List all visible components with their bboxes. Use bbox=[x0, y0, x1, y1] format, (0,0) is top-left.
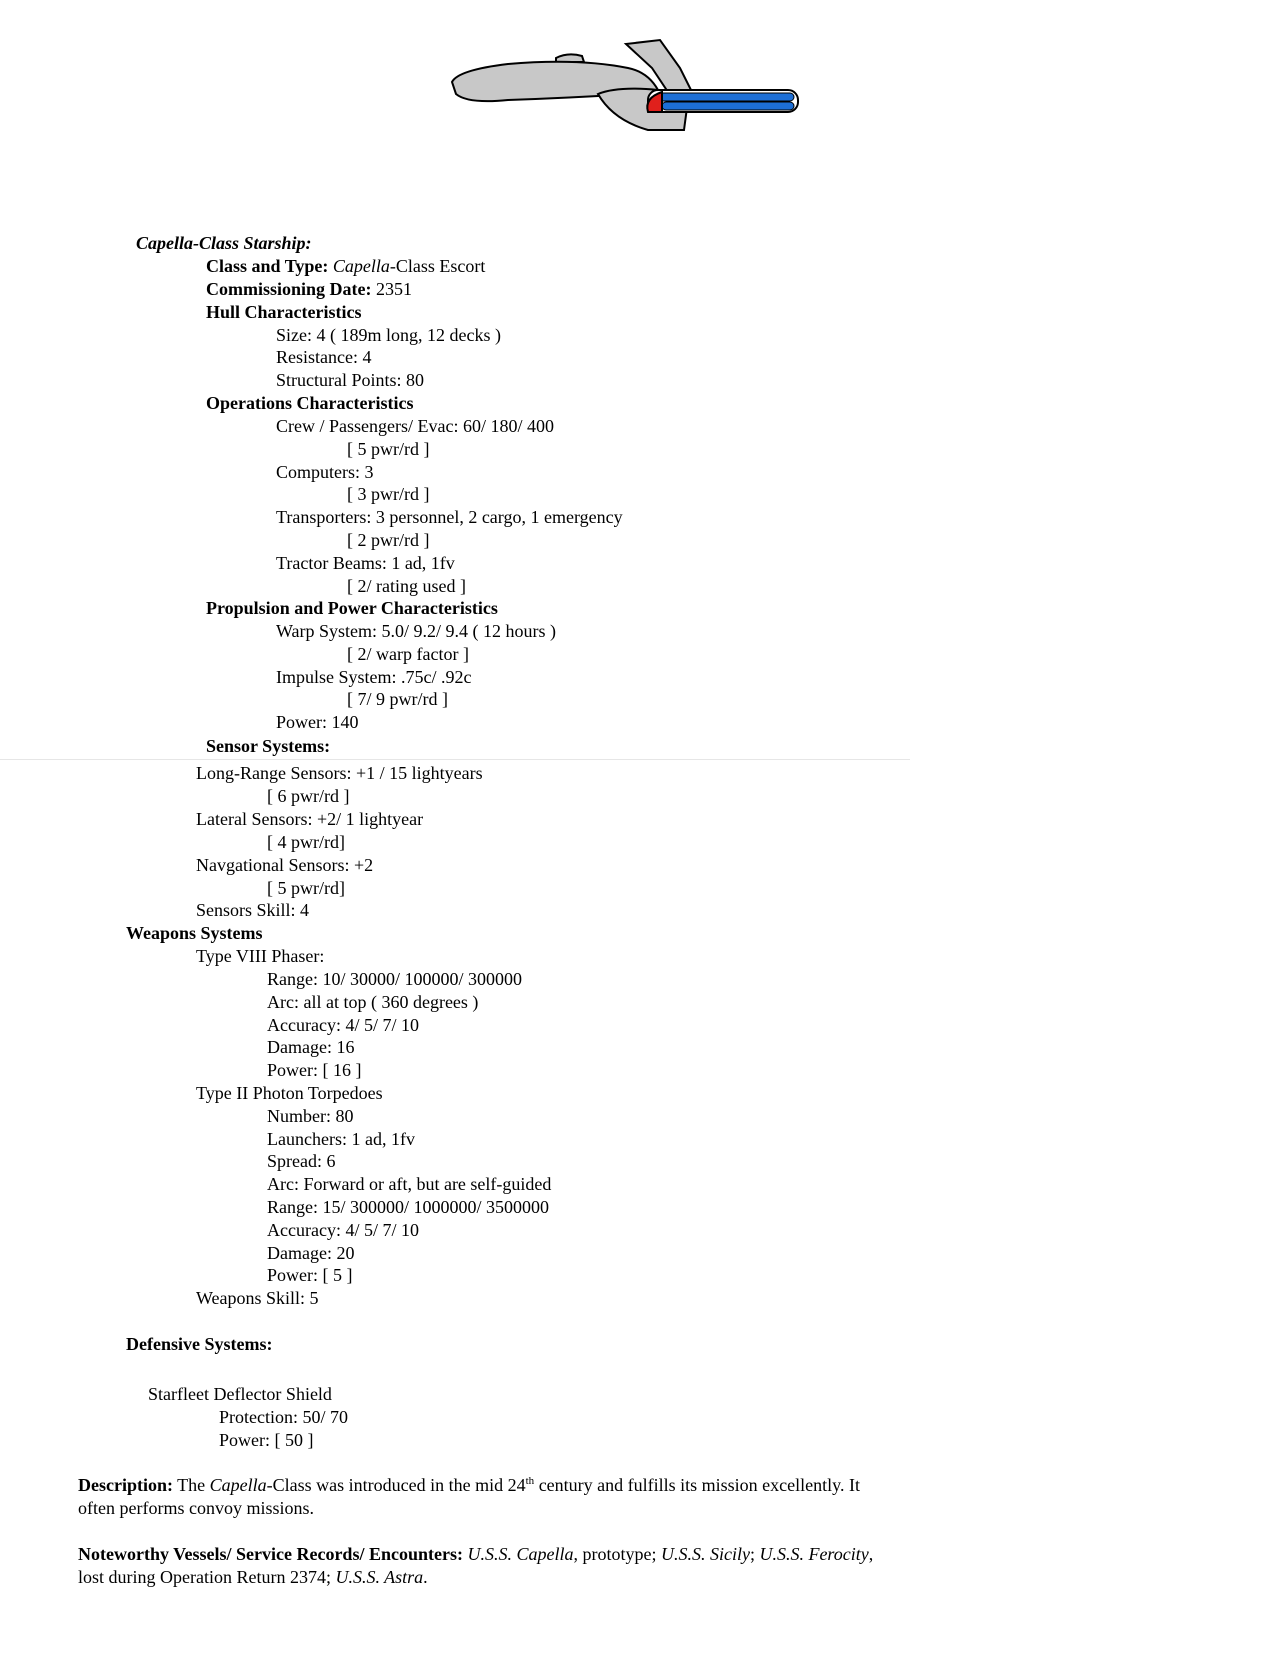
shield-protection: Protection: 50/ 70 bbox=[219, 1407, 348, 1427]
commissioning-value: 2351 bbox=[371, 279, 412, 299]
noteworthy-paragraph bbox=[78, 1543, 878, 1589]
torpedo-launchers: Launchers: 1 ad, 1fv bbox=[267, 1129, 415, 1149]
phaser-damage: Damage: 16 bbox=[267, 1037, 355, 1057]
hull-resistance: Resistance: 4 bbox=[276, 347, 372, 367]
defensive-heading: Defensive Systems: bbox=[126, 1334, 273, 1354]
sensor-lateral-power: [ 4 pwr/rd] bbox=[267, 832, 345, 852]
hull-size: Size: 4 ( 189m long, 12 decks ) bbox=[276, 325, 501, 345]
noteworthy-label: Noteworthy Vessels/ Service Records/ Encounters: bbox=[78, 1544, 463, 1564]
operations-heading: Operations Characteristics bbox=[206, 393, 414, 413]
description-text-3: century and fulfills its mission excellently. It often performs convoy missions. bbox=[78, 1475, 860, 1518]
ship-astra: U.S.S. Astra bbox=[335, 1567, 424, 1587]
page-break-divider bbox=[0, 759, 910, 760]
prop-power: Power: 140 bbox=[276, 712, 359, 732]
phaser-arc: Arc: all at top ( 360 degrees ) bbox=[267, 992, 479, 1012]
torpedo-spread: Spread: 6 bbox=[267, 1151, 336, 1171]
torpedo-name: Type II Photon Torpedoes bbox=[196, 1083, 383, 1103]
hull-structural: Structural Points: 80 bbox=[276, 370, 424, 390]
ops-tractor: Tractor Beams: 1 ad, 1fv bbox=[276, 553, 455, 573]
prop-warp-power: [ 2/ warp factor ] bbox=[347, 644, 469, 664]
noteworthy-text-4: . bbox=[423, 1567, 428, 1587]
shield-power: Power: [ 50 ] bbox=[219, 1430, 314, 1450]
class-name: Capella bbox=[332, 256, 390, 276]
ship-sicily: U.S.S. Sicily bbox=[660, 1544, 750, 1564]
propulsion-heading: Propulsion and Power Characteristics bbox=[206, 598, 498, 618]
description-paragraph bbox=[78, 1474, 878, 1520]
commissioning-line bbox=[206, 278, 412, 300]
commissioning-label: Commissioning Date: bbox=[206, 279, 372, 299]
ops-tractor-power: [ 2/ rating used ] bbox=[347, 576, 466, 596]
description-text-2: -Class was introduced in the mid 24 bbox=[266, 1475, 526, 1495]
sensors-heading: Sensor Systems: bbox=[206, 736, 331, 756]
ops-computers: Computers: 3 bbox=[276, 462, 374, 482]
ship-title: Capella-Class Starship: bbox=[136, 233, 312, 253]
noteworthy-text-1: , prototype; bbox=[573, 1544, 661, 1564]
sensor-nav: Navgational Sensors: +2 bbox=[196, 855, 374, 875]
torpedo-arc: Arc: Forward or aft, but are self-guided bbox=[267, 1174, 552, 1194]
sensor-long-range: Long-Range Sensors: +1 / 15 lightyears bbox=[196, 763, 483, 783]
weapons-skill: Weapons Skill: 5 bbox=[196, 1288, 319, 1308]
noteworthy-text-3: , lost during Operation Return 2374; bbox=[78, 1544, 874, 1587]
ops-transporters: Transporters: 3 personnel, 2 cargo, 1 emergency bbox=[276, 507, 623, 527]
shield-name: Starfleet Deflector Shield bbox=[148, 1384, 332, 1404]
phaser-accuracy: Accuracy: 4/ 5/ 7/ 10 bbox=[267, 1015, 419, 1035]
prop-impulse-power: [ 7/ 9 pwr/rd ] bbox=[347, 689, 448, 709]
torpedo-range: Range: 15/ 300000/ 1000000/ 3500000 bbox=[267, 1197, 549, 1217]
class-type-line bbox=[206, 255, 485, 277]
ops-computers-power: [ 3 pwr/rd ] bbox=[347, 484, 430, 504]
torpedo-power: Power: [ 5 ] bbox=[267, 1265, 353, 1285]
ops-crew-power: [ 5 pwr/rd ] bbox=[347, 439, 430, 459]
sensor-nav-power: [ 5 pwr/rd] bbox=[267, 878, 345, 898]
phaser-power: Power: [ 16 ] bbox=[267, 1060, 362, 1080]
phaser-range: Range: 10/ 30000/ 100000/ 300000 bbox=[267, 969, 522, 989]
prop-warp: Warp System: 5.0/ 9.2/ 9.4 ( 12 hours ) bbox=[276, 621, 557, 641]
hull-heading: Hull Characteristics bbox=[206, 302, 362, 322]
noteworthy-text-2: ; bbox=[749, 1544, 760, 1564]
description-class-name: Capella bbox=[209, 1475, 267, 1495]
description-superscript: th bbox=[525, 1475, 535, 1487]
sensor-lateral: Lateral Sensors: +2/ 1 lightyear bbox=[196, 809, 424, 829]
description-text-1: The bbox=[172, 1475, 210, 1495]
class-type-rest: -Class Escort bbox=[389, 256, 486, 276]
ops-crew: Crew / Passengers/ Evac: 60/ 180/ 400 bbox=[276, 416, 554, 436]
sensor-long-range-power: [ 6 pwr/rd ] bbox=[267, 786, 350, 806]
description-label: Description: bbox=[78, 1475, 173, 1495]
torpedo-damage: Damage: 20 bbox=[267, 1243, 355, 1263]
ship-ferocity: U.S.S. Ferocity bbox=[759, 1544, 869, 1564]
ops-transporters-power: [ 2 pwr/rd ] bbox=[347, 530, 430, 550]
torpedo-accuracy: Accuracy: 4/ 5/ 7/ 10 bbox=[267, 1220, 419, 1240]
weapons-heading: Weapons Systems bbox=[126, 923, 263, 943]
ship-capella: U.S.S. Capella bbox=[467, 1544, 574, 1564]
torpedo-number: Number: 80 bbox=[267, 1106, 354, 1126]
sensor-skill: Sensors Skill: 4 bbox=[196, 900, 310, 920]
phaser-name: Type VIII Phaser: bbox=[196, 946, 325, 966]
class-type-label: Class and Type: bbox=[206, 256, 329, 276]
prop-impulse: Impulse System: .75c/ .92c bbox=[276, 667, 472, 687]
starship-illustration bbox=[448, 38, 808, 138]
